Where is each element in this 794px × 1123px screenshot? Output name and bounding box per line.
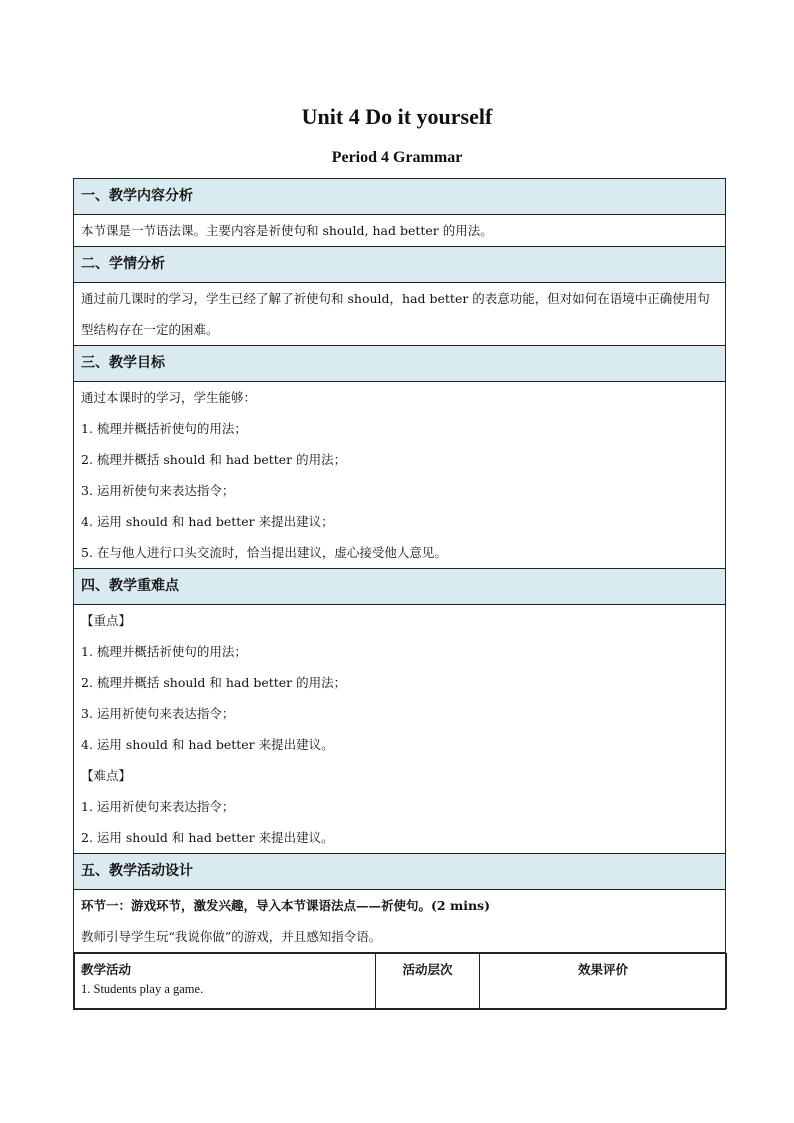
section-heading-objectives [74, 346, 726, 382]
activity-cell [75, 954, 376, 1009]
section-body-student-analysis [74, 283, 726, 346]
section-heading-text: 三、教学目标 [74, 346, 726, 382]
list-item: 3. 运用祈使句来表达指令； [81, 483, 235, 498]
section-heading-text: 一、教学内容分析 [74, 179, 726, 215]
document-subtitle: Period 4 Grammar [331, 149, 463, 166]
list-item: 1. 梳理并概括祈使句的用法； [81, 421, 247, 436]
section-heading-content-analysis [74, 179, 726, 215]
step-title: 环节一：游戏环节，激发兴趣，导入本节课语法点——祈使句。(2 mins) [81, 898, 490, 913]
list-item: 4. 运用 should 和 had better 来提出建议； [81, 514, 334, 529]
column-header-level: 活动层次 [402, 962, 453, 977]
section-heading-text: 二、学情分析 [74, 247, 726, 283]
activity-table [74, 953, 727, 1009]
evaluation-cell [480, 954, 727, 1009]
step-description: 教师引导学生玩“我说你做”的游戏，并且感知指令语。 [81, 929, 382, 944]
list-item: 4. 运用 should 和 had better 来提出建议。 [81, 737, 334, 752]
list-item: 1. 运用祈使句来表达指令； [81, 799, 235, 814]
key-points-label: 【重点】 [81, 613, 132, 628]
level-cell [376, 954, 480, 1009]
objectives-intro: 通过本课时的学习，学生能够： [81, 390, 257, 405]
section-body-key-points [74, 605, 726, 854]
section-body-content-analysis [74, 215, 726, 247]
list-item: 1. 梳理并概括祈使句的用法； [81, 644, 247, 659]
section-heading-text: 五、教学活动设计 [74, 854, 726, 890]
list-item: 2. 梳理并概括 should 和 had better 的用法； [81, 452, 347, 467]
list-item: 3. 运用祈使句来表达指令； [81, 706, 235, 721]
section-body-objectives [74, 382, 726, 569]
section-heading-text: 四、教学重难点 [74, 569, 726, 605]
list-item: 2. 梳理并概括 should 和 had better 的用法； [81, 675, 347, 690]
body-text: 本节课是一节语法课。主要内容是祈使句和 should, had better 的用法。 [81, 223, 493, 238]
section-heading-key-points [74, 569, 726, 605]
activity-table-cell [74, 953, 726, 1010]
section-body-activity-design [74, 890, 726, 953]
body-text: 通过前几课时的学习，学生已经了解了祈使句和 should，had better 的表意功能，但对如何在语境中正确使用句型结构存在一定的困难。 [81, 291, 710, 337]
section-heading-student-analysis [74, 247, 726, 283]
activity-item: 1. Students play a game. [81, 982, 204, 996]
column-header-evaluation: 效果评价 [577, 962, 628, 977]
section-heading-activity-design [74, 854, 726, 890]
list-item: 5. 在与他人进行口头交流时，恰当提出建议，虚心接受他人意见。 [81, 545, 447, 560]
list-item: 2. 运用 should 和 had better 来提出建议。 [81, 830, 334, 845]
lesson-plan-table [73, 178, 726, 1010]
document-title: Unit 4 Do it yourself [301, 104, 493, 129]
difficult-points-label: 【难点】 [81, 768, 132, 783]
column-header-activity: 教学活动 [81, 962, 132, 977]
